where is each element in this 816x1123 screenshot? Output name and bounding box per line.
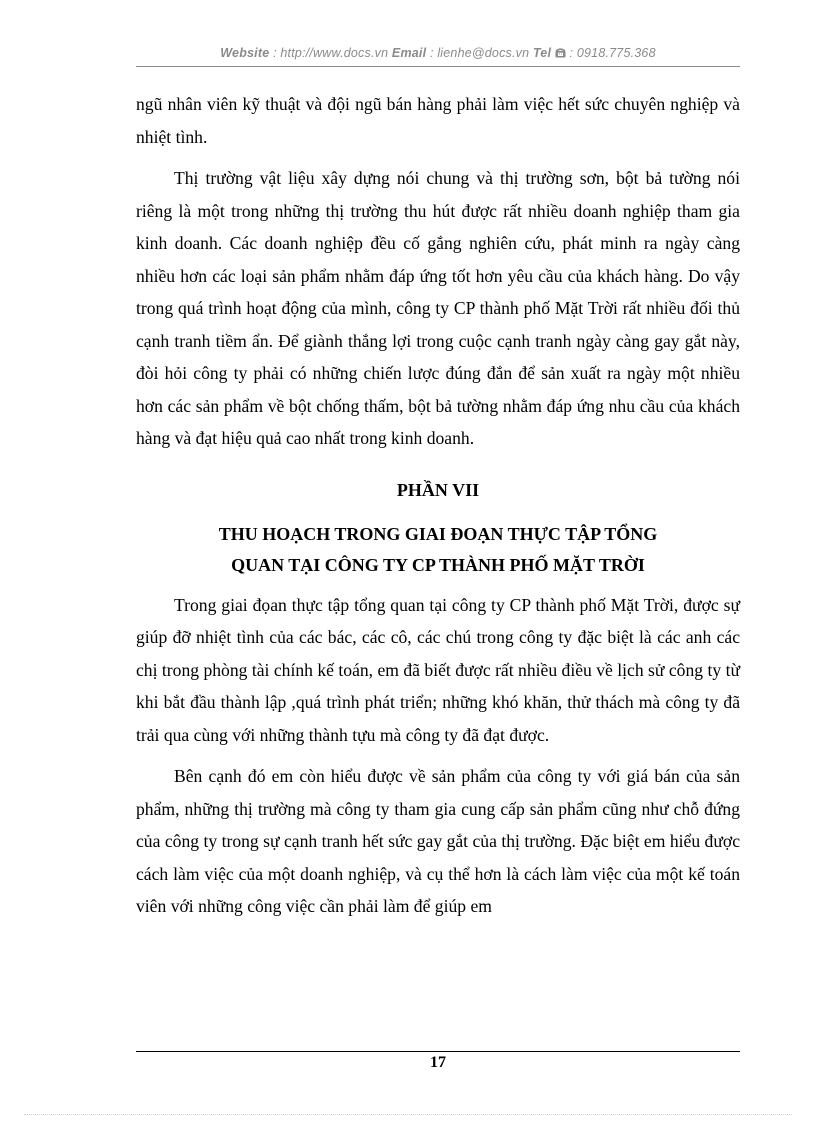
page-number: 17: [430, 1054, 446, 1071]
tel-value: : 0918.775.368: [569, 46, 656, 60]
email-label: Email: [391, 46, 427, 60]
paragraph-1: ngũ nhân viên kỹ thuật và đội ngũ bán hàng phải làm việc hết sức chuyên nghiệp và nhiệt tình.: [136, 94, 740, 147]
page-edge-divider: [24, 1114, 792, 1115]
section-subtitle: [136, 519, 740, 581]
email-value: : lienhe@docs.vn: [429, 46, 530, 60]
phone-icon: [555, 46, 570, 60]
section-subtitle-line-2: QUAN TẠI CÔNG TY CP THÀNH PHỐ MẶT TRỜI: [231, 554, 645, 575]
page-body: [136, 88, 740, 923]
paragraph-4: Bên cạnh đó em còn hiểu được về sản phẩm của công ty với giá bán của sản phẩm, những thị trường mà công ty tham gia cung cấp sản phẩm cũng như chỗ đứng của công ty trong sự cạnh tranh hết sức gay gắt của thị trường. Đặc biệt em hiểu được cách làm việc của một doanh nghiệp, và cụ thể hơn là cách làm việc của một kế toán viên với những công việc cần phải làm để giúp em: [136, 766, 740, 916]
website-label: Website: [220, 46, 270, 60]
paragraph-3: Trong giai đọan thực tập tổng quan tại công ty CP thành phố Mặt Trời, được sự giúp đỡ nhiệt tình của các bác, các cô, các chú trong công ty đặc biệt là các anh các chị trong phòng tài chính kế toán, em đã biết được rất nhiều điều về lịch sử công ty từ khi bắt đầu thành lập ,quá trình phát triển; những khó khăn, thử thách mà công ty đã trải qua cùng với những thành tựu mà công ty đã đạt được.: [136, 594, 740, 745]
header-divider: [136, 66, 740, 67]
section-subtitle-line-1: THU HOẠCH TRONG GIAI ĐOẠN THỰC TẬP TỔNG: [218, 523, 658, 544]
part-title: PHẦN VII: [396, 479, 480, 500]
website-value: : http://www.docs.vn: [273, 46, 389, 60]
tel-label: Tel: [532, 46, 552, 60]
paragraph-2: Thị trường vật liệu xây dựng nói chung và thị trường sơn, bột bả tường nói riêng là một trong những thị trường thu hút được rất nhiều doanh nghiệp tham gia kinh doanh. Các doanh nghiệp đều cố gắng nghiên cứu, phát minh ra ngày càng nhiều hơn các loại sản phẩm nhằm đáp ứng tốt hơn yêu cầu của khách hàng. Do vậy trong quá trình hoạt động của mình, công ty CP thành phố Mặt Trời rất nhiều đối thủ cạnh tranh tiềm ẩn. Để giành thắng lợi trong cuộc cạnh tranh ngày càng gay gắt này, đòi hỏi công ty phải có những chiến lược đúng đắn để sản xuất ra ngày một nhiều hơn các sản phẩm về bột chống thấm, bột bả tường nhằm đáp ứng nhu cầu của khách hàng và đạt hiệu quả cao nhất trong kinh doanh.: [136, 168, 740, 448]
page-header: [136, 46, 740, 60]
footer-divider: [136, 1051, 740, 1052]
